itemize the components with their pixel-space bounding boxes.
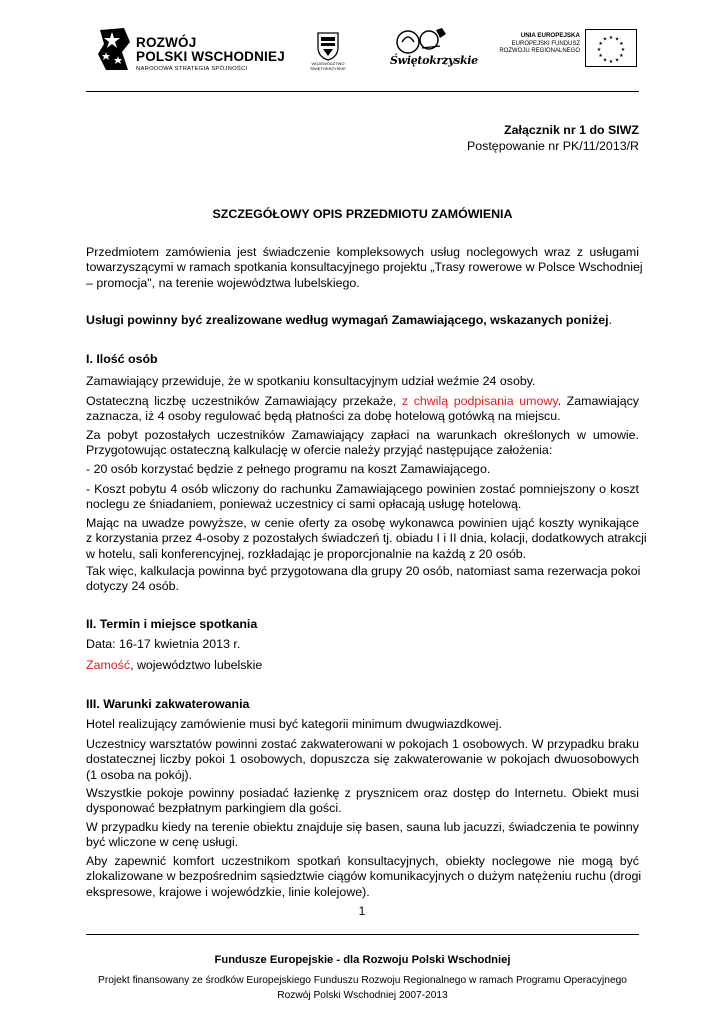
wojewodztwo-caption-line-2: ŚWIĘTOKRZYSKIE: [310, 65, 346, 71]
paragraph: [86, 374, 639, 389]
svg-text:★: ★: [602, 36, 608, 43]
text-line: [86, 394, 639, 409]
text-line: W przypadku kiedy na terenie obiektu znajduje się basen, sauna lub jacuzzi, świadczenia te powinny: [86, 820, 639, 834]
svg-text:★: ★: [598, 41, 603, 47]
paragraph: [86, 637, 639, 652]
text-line: dysponować bezpłatnym parkingiem dla gości.: [86, 801, 342, 816]
svg-text:★: ★: [614, 57, 620, 64]
footer-note-line-2: Rozwój Polski Wschodniej 2007-2013: [277, 990, 448, 1001]
text-line: Aby zapewnić komfort uczestnikom spotkań konsultacyjnych, obiekty noclegowe nie mogą być: [86, 854, 639, 868]
text-line: zlokalizowane w bezpośrednim sąsiedztwie ciągów komunikacyjnych o dużym natężeniu ruchu (drogi: [86, 869, 642, 884]
text-line: towarzyszącymi w ramach spotkania konsultacyjnego projektu „Trasy rowerowe w Polsce Wschodniej: [86, 260, 643, 275]
text-fragment: , województwo lubelskie: [130, 658, 263, 672]
text-fragment: Ostateczną liczbę uczestników Zamawiający przekaże,: [86, 394, 397, 408]
section-3-heading: III. Warunki zakwaterowania: [86, 697, 250, 711]
paragraph: [86, 482, 639, 513]
text-fragment: . Zamawiający: [557, 394, 639, 408]
footer-divider: [86, 934, 639, 935]
paragraph: [86, 462, 639, 477]
footer-title: Fundusze Europejskie - dla Rozwoju Polski Wschodniej: [214, 954, 511, 966]
svg-text:★: ★: [608, 59, 614, 65]
annex-title: Załącznik nr 1 do SIWZ: [504, 123, 639, 137]
text-line: ekspresowe, krajowe i wojewódzkie, linie kolejowe).: [86, 884, 370, 899]
text-line: Przygotowując ostateczną kalkulację w ofercie należy przyjąć następujące założenia:: [86, 443, 553, 458]
text-line: noclegu ze śniadaniem, ponieważ uczestnicy ci sami opłacają usługę hotelową.: [86, 497, 522, 512]
text-line: dotyczy 24 osób.: [86, 579, 179, 594]
highlighted-text: z chwilą podpisania umowy: [401, 394, 558, 408]
text-line: - Koszt pobytu 4 osób wliczony do rachunku Zamawiającego powinien zostać pomniejszony o koszt: [86, 482, 639, 496]
svg-text:★: ★: [598, 53, 603, 59]
text-line: Mając na uwadze powyższe, w cenie oferty za osobę wykonawca powinien ująć koszty wynikające: [86, 516, 639, 530]
text-line: Uczestnicy warsztatów powinni zostać zakwaterowani w pokojach 1 osobowych. W przypadku braku: [86, 737, 639, 751]
text-line: (1 osoba na pokój).: [86, 767, 193, 782]
meeting-place: [86, 658, 639, 673]
svg-text:★: ★: [596, 47, 602, 53]
svg-text:★: ★: [602, 57, 608, 64]
wojewodztwo-crest-icon: [316, 31, 340, 61]
text-line: - 20 osób korzystać będzie z pełnego programu na koszt Zamawiającego.: [86, 462, 491, 476]
eu-caption-line-3: ROZWOJU REGIONALNEGO: [499, 48, 580, 54]
text-line: Tak więc, kalkulacja powinna być przygotowana dla grupy 20 osób, natomiast sama rezerwacja pokoi: [86, 564, 641, 578]
logo-title: [136, 36, 285, 64]
meeting-date: Data: 16-17 kwietnia 2013 r.: [86, 637, 241, 651]
text-line: dostatecznej liczby pokoi 1 osobowych, dopuszcza się zakwaterowanie w pokojach dwuosobowych: [86, 752, 639, 767]
text-line: być wliczone w cenę usługi.: [86, 835, 239, 850]
text-line: w hotelu, sali konferencyjnej, rozkładając je proporcjonalnie na każdą z 20 osób.: [86, 546, 527, 561]
svg-text:★: ★: [614, 36, 620, 43]
svg-text:★: ★: [619, 53, 624, 59]
highlighted-text: Zamość: [86, 658, 131, 672]
paragraph: [86, 428, 639, 459]
eu-caption-line-2: EUROPEJSKI FUNDUSZ: [511, 40, 580, 47]
requirements-note: [86, 313, 612, 327]
footer-note-line-1: Projekt finansowany ze środków Europejskiego Funduszu Rozwoju Regionalnego w ramach Programu Operacyjnego: [98, 975, 627, 986]
intro-paragraph: [86, 245, 643, 291]
text-line: Wszystkie pokoje powinny posiadać łazienkę z prysznicem oraz dostęp do Internetu. Obiekt musi: [86, 786, 639, 800]
text-line: Za pobyt pozostałych uczestników Zamawiający zapłaci na warunkach określonych w umowie.: [86, 428, 639, 442]
text-line: z korzystania przez 4-osoby z pozostałych świadczeń tj. obiadu I i II dnia, kolacji, dodatkowych atrakcji: [86, 531, 647, 546]
header-divider: [86, 91, 639, 92]
wojewodztwo-caption-line-1: WOJEWÓDZTWO: [311, 61, 345, 66]
procedure-number: Postępowanie nr PK/11/2013/R: [467, 139, 639, 153]
svg-text:★: ★: [619, 41, 624, 47]
svg-text:★: ★: [608, 35, 614, 41]
eu-flag-icon: [585, 29, 637, 67]
section-1-heading: I. Ilość osób: [86, 352, 158, 366]
logo-subtitle: NARODOWA STRATEGIA SPÓJNOŚCI: [136, 66, 248, 72]
paragraph: [86, 786, 639, 817]
logo-line-1: ROZWÓJ: [136, 35, 197, 50]
swietokrzyskie-logo-text: Świętokrzyskie: [390, 54, 478, 67]
text-line: Przedmiotem zamówienia jest świadczenie kompleksowych usług noclegowych wraz z usługami: [86, 245, 639, 259]
eu-caption-line-1: UNIA EUROPEJSKA: [520, 32, 580, 39]
logo-line-2: POLSKI WSCHODNIEJ: [136, 49, 285, 64]
page-number: 1: [358, 904, 366, 918]
text-line: Hotel realizujący zamówienie musi być kategorii minimum dwugwiazdkowej.: [86, 717, 502, 731]
paragraph: [86, 394, 639, 425]
paragraph: [86, 564, 639, 595]
text-line: zaznacza, iż 4 osoby regulować będą płatności za dobę hotelową gotówką na miejscu.: [86, 409, 561, 424]
text-line: Zamawiający przewiduje, że w spotkaniu konsultacyjnym udział weźmie 24 osoby.: [86, 374, 536, 388]
svg-text:★: ★: [620, 47, 626, 53]
paragraph: [86, 516, 647, 562]
paragraph: [86, 737, 639, 783]
text-line: – promocja", na terenie województwa lubelskiego.: [86, 275, 360, 290]
requirements-note-end: .: [608, 313, 613, 327]
page-header: [0, 0, 725, 92]
document-title: SZCZEGÓŁOWY OPIS PRZEDMIOTU ZAMÓWIENIA: [212, 207, 513, 221]
paragraph: [86, 820, 639, 851]
paragraph: [86, 854, 642, 900]
rozwoj-polski-wschodniej-logo-icon: [94, 24, 134, 74]
requirements-note-text: Usługi powinny być zrealizowane według wymagań Zamawiającego, wskazanych poniżej: [86, 313, 609, 327]
paragraph: [86, 717, 639, 732]
swietokrzyskie-logo-icon: [392, 26, 450, 56]
paragraph: [86, 658, 639, 673]
eu-caption: [487, 32, 580, 56]
section-2-heading: II. Termin i miejsce spotkania: [86, 617, 258, 631]
footer-note: [0, 973, 725, 1003]
wojewodztwo-caption: [306, 62, 350, 71]
